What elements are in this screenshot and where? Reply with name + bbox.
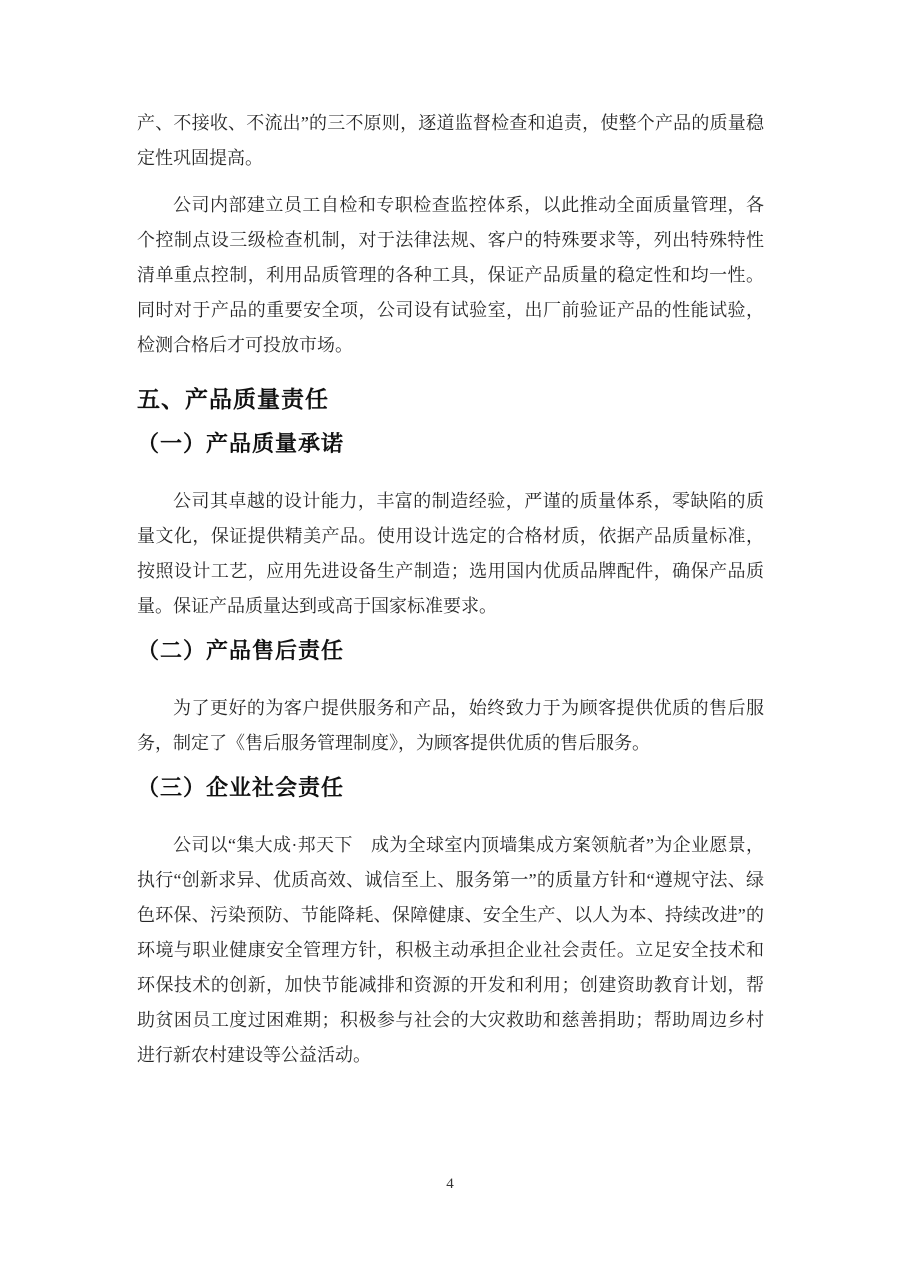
paragraph-three-no-principle: 产、不接收、不流出”的三不原则，逐道监督检查和追责，使整个产品的质量稳定性巩固提高。 (137, 113, 764, 168)
subsection-3-title: （三）企业社会责任 (137, 775, 345, 800)
paragraph-quality-monitoring: 公司内部建立员工自检和专职检查监控体系，以此推动全面质量管理，各个控制点设三级检查机制，对于法律法规、客户的特殊要求等，列出特殊特性清单重点控制，利用品质管理的各种工具，保证产品质量的稳定性和均一性。同时对于产品的重要安全项，公司设有试验室，出厂前验证产品的性能试验，检测合格后才可投放市场。 (137, 195, 764, 355)
subsection-1-title: （一）产品质量承诺 (137, 431, 345, 456)
page-number: 4 (446, 1176, 454, 1192)
paragraph-after-sales: 为了更好的为客户提供服务和产品，始终致力于为顾客提供优质的售后服务，制定了《售后服务管理制度》，为顾客提供优质的售后服务。 (137, 698, 764, 753)
section-5-title: 五、产品质量责任 (137, 387, 329, 412)
subsection-2-title: （二）产品售后责任 (137, 638, 345, 663)
paragraph-quality-promise: 公司其卓越的设计能力，丰富的制造经验，严谨的质量体系，零缺陷的质量文化，保证提供精美产品。使用设计选定的合格材质，依据产品质量标准，按照设计工艺，应用先进设备生产制造；选用国内优质品牌配件，确保产品质量。保证产品质量达到或高于国家标准要求。 (137, 491, 764, 616)
document-content (137, 106, 764, 1085)
paragraph-social-responsibility: 公司以“集大成·邦天下 成为全球室内顶墙集成方案领航者”为企业愿景，执行“创新求异、优质高效、诚信至上、服务第一”的质量方针和“遵规守法、绿色环保、污染预防、节能降耗、保障健康、安全生产、以人为本、持续改进”的环境与职业健康安全管理方针，积极主动承担企业社会责任。立足安全技术和环保技术的创新，加快节能减排和资源的开发和利用；创建资助教育计划，帮助贫困员工度过困难期；积极参与社会的大灾救助和慈善捐助；帮助周边乡村进行新农村建设等公益活动。 (137, 835, 764, 1065)
